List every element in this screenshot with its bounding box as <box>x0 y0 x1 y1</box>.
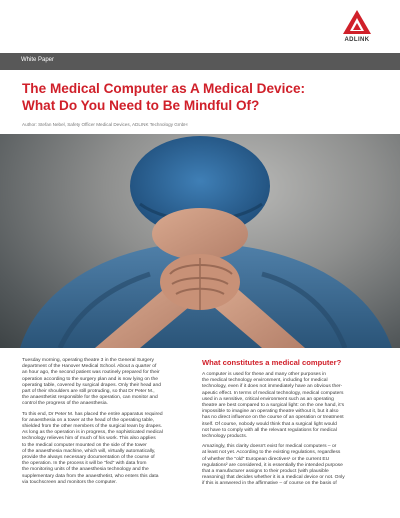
document-title <box>22 80 382 114</box>
text-line: regulations² are considered, it is essentially the intended purpose <box>202 462 343 468</box>
text-line: operation according to the surgery plan and is now lying on the <box>22 376 158 382</box>
title-line: The Medical Computer as A Medical Device: <box>22 81 306 96</box>
text-line: apeutic effect. In terms of medical technology, medical computers <box>202 390 344 396</box>
text-line: To this end, Dr Peter M. has placed the entire apparatus required <box>22 411 163 417</box>
text-line: that a manufacturer assigns to their product (with plausible <box>202 469 329 475</box>
text-line: control the progress of the anaesthesia. <box>22 401 108 407</box>
text-line: A computer is used for these and many other purposes in <box>202 372 326 377</box>
left-column <box>22 358 192 490</box>
surgeon-photo <box>0 134 400 348</box>
header-band <box>0 53 400 70</box>
paragraph <box>22 412 192 486</box>
text-line: part of their shoulders are still protruding, so that Dr Peter M., <box>22 389 155 395</box>
text-line: Amazingly, this clarity doesn't exist for medical computers – or <box>202 444 337 450</box>
text-line: has no direct influence on the course of an operation or treatment <box>202 415 344 421</box>
paragraph <box>202 444 380 487</box>
text-line: at least not yet. According to the existing regulations, regardless <box>202 450 341 456</box>
text-line: of the anaesthesia machine, which will, virtually automatically, <box>22 448 156 454</box>
text-line: operating table, covered by surgical drapes. Only their head and <box>22 382 161 388</box>
document-type-label: White Paper <box>21 57 55 63</box>
author-line: Author: Stefan Nebel, Safety Officer Medical Devices, ADLINK Technology GmbH <box>22 122 188 127</box>
paragraph <box>22 358 192 408</box>
text-line: reasoning) that decides whether it is a medical device or not. Only <box>202 475 345 481</box>
text-line: for anaesthesia on a tower at the head of the operating table, <box>22 417 155 423</box>
paragraph <box>202 372 380 440</box>
text-line: technology, even if it does not immediately have an obvious ther- <box>202 384 343 390</box>
text-line: an hour ago, the second patient was routinely prepared for their <box>22 370 160 376</box>
text-line: impossible to imagine an operating theatre without it, but it also <box>202 409 339 415</box>
text-line: technology relieves him of much of his work. This also applies <box>22 436 156 442</box>
adlink-logo <box>333 10 381 46</box>
section-heading: What constitutes a medical computer? <box>202 358 342 367</box>
text-line: Tuesday morning, operating theatre 3 in the General Surgery <box>22 358 154 363</box>
text-line: via touchscreen and monitors the computer. <box>22 479 117 485</box>
text-line: of whether the "old" European directives¹ or the current EU <box>202 456 330 462</box>
surgeon-illustration <box>0 134 400 348</box>
text-line: As long as the operation is in progress, the sophisticated medical <box>22 430 163 436</box>
text-line: if this is answered in the affirmative – of course on the basis of <box>202 481 337 487</box>
text-line: the monitoring units of the anaesthesia technology and the <box>22 467 149 473</box>
text-line: used in a sensitive, critical environment such as an operating <box>202 396 334 402</box>
text-line: shielded from the other members of the surgical team by drapes. <box>22 424 162 430</box>
text-line: provide the always necessary documentation of the course of <box>22 455 155 461</box>
text-line: not have to comply with all the relevant regulations for medical <box>202 427 337 433</box>
text-line: the anaesthetist responsible for the operation, can monitor and <box>22 395 158 401</box>
text-line: theatre are best compared to a surgical light: on the one hand, it's <box>202 403 345 409</box>
text-line: to the medical computer mounted on the side of the tower <box>22 442 147 448</box>
right-column <box>202 358 380 492</box>
text-line: department of the Hanover Medical School. About a quarter of <box>22 364 157 370</box>
adlink-logo-icon <box>341 10 373 36</box>
text-line: itself. Of course, nobody would think that a surgical light would <box>202 421 337 427</box>
text-line: technology products. <box>202 434 248 440</box>
text-line: the operation. In the process it will be "fed" with data from <box>22 461 147 467</box>
logo-text: ADLINK <box>344 37 370 43</box>
text-line: the medical technology environment, including for medical <box>202 378 328 384</box>
title-line: What Do You Need to Be Mindful Of? <box>22 98 260 113</box>
text-line: supplementary data from the anaesthetist, who enters this data <box>22 473 159 479</box>
